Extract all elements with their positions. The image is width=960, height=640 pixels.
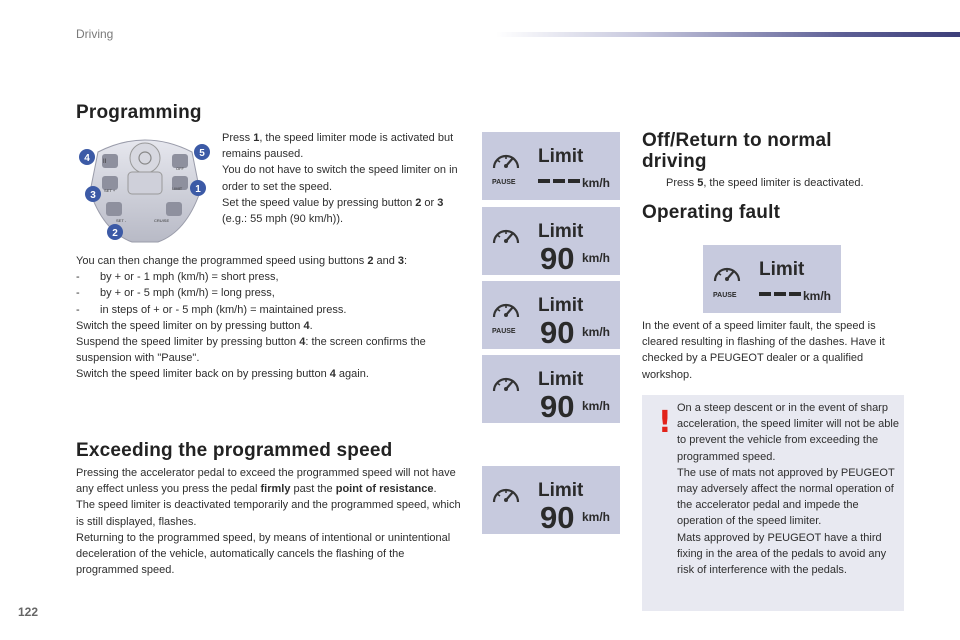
callout-5 bbox=[194, 144, 210, 160]
speed-unit: km/h bbox=[582, 399, 611, 413]
speed-unit: km/h bbox=[582, 325, 611, 339]
programming-detail-0: You can then change the programmed speed using buttons 2 and 3: bbox=[76, 255, 408, 267]
svg-text:5: 5 bbox=[199, 148, 205, 159]
programming-steps bbox=[222, 130, 462, 227]
speed-unit: km/h bbox=[803, 289, 832, 303]
limit-word: Limit bbox=[759, 259, 805, 280]
fault-text: In the event of a speed limiter fault, the speed is cleared resulting in flashing of the dashes. Have it checked by a PEUGEOT dealer or a qualified workshop. bbox=[642, 320, 885, 381]
speedometer-icon bbox=[715, 268, 739, 281]
display-panel-1 bbox=[482, 132, 620, 200]
programming-detail-4: Switch the speed limiter on by pressing button 4. bbox=[76, 319, 313, 332]
steering-wheel-diagram bbox=[76, 132, 214, 246]
limit-word: Limit bbox=[538, 369, 584, 390]
exceeding-paragraph-1: The speed limiter is deactivated temporarily and the programmed speed, which is still displayed, flashes. bbox=[76, 499, 461, 528]
svg-text:1: 1 bbox=[195, 184, 201, 195]
programming-detail-5: Suspend the speed limiter by pressing button 4: the screen confirms the suspension with "Pause". bbox=[76, 336, 426, 365]
header-bar bbox=[496, 32, 960, 37]
speedometer-icon bbox=[494, 155, 518, 168]
limit-word: Limit bbox=[538, 295, 584, 316]
page-number: 122 bbox=[18, 605, 39, 619]
cruise-label: CRUISE bbox=[154, 218, 170, 223]
speed-value: 90 bbox=[540, 241, 575, 275]
pause-label: PAUSE bbox=[713, 292, 737, 299]
speed-unit: km/h bbox=[582, 251, 611, 265]
programming-title: Programming bbox=[76, 102, 202, 123]
warning-paragraph-0: On a steep descent or in the event of sharp acceleration, the speed limiter will not be able to prevent the vehicle from exceeding the programmed speed. bbox=[677, 402, 899, 463]
speed-unit: km/h bbox=[582, 510, 611, 524]
speedometer-icon bbox=[494, 230, 518, 243]
callout-3 bbox=[85, 186, 101, 202]
limit-word: Limit bbox=[538, 480, 584, 501]
warning-box bbox=[642, 395, 904, 611]
pause-symbol-label: II bbox=[103, 159, 107, 165]
warning-icon: ! bbox=[658, 405, 672, 440]
speed-unit: km/h bbox=[582, 176, 611, 190]
warning-paragraph-1: The use of mats not approved by PEUGEOT may adversely affect the normal operation of the accelerator pedal and impede the operation of the speed limiter. bbox=[677, 466, 895, 528]
callout-1 bbox=[190, 180, 206, 196]
programming-detail-6: Switch the speed limiter back on by pressing button 4 again. bbox=[76, 368, 369, 381]
exceeding-title: Exceeding the programmed speed bbox=[76, 440, 393, 461]
speed-value: 90 bbox=[540, 315, 575, 349]
display-panel-fault bbox=[703, 245, 841, 313]
callout-4 bbox=[79, 149, 95, 165]
programming-step-2: Set the speed value by pressing button 2 or 3 (e.g.: 55 mph (90 km/h)). bbox=[222, 196, 444, 226]
programming-detail-2: - by + or - 5 mph (km/h) = long press, bbox=[76, 287, 275, 300]
off-label: OFF bbox=[176, 166, 184, 171]
fault-title: Operating fault bbox=[642, 202, 781, 223]
callout-2 bbox=[107, 224, 123, 240]
svg-text:4: 4 bbox=[84, 153, 90, 164]
cleared-speed-dashes bbox=[759, 292, 801, 296]
off-return-step bbox=[642, 175, 904, 191]
speedometer-icon bbox=[494, 378, 518, 391]
warning-paragraph-2: Mats approved by PEUGEOT have a third fixing in the area of the pedals to avoid any risk of interference with the pedals. bbox=[677, 531, 887, 577]
cleared-speed-dashes bbox=[538, 179, 580, 183]
programming-detail-3: - in steps of + or - 5 mph (km/h) = maintained press. bbox=[76, 303, 347, 316]
svg-text:3: 3 bbox=[90, 190, 96, 201]
exceeding-text bbox=[76, 465, 468, 578]
off-return-step-line: Press 5, the speed limiter is deactivated. bbox=[666, 177, 864, 189]
speedometer-icon bbox=[494, 304, 518, 317]
set-minus-label: SET - bbox=[116, 218, 127, 223]
speed-value: 90 bbox=[540, 389, 575, 423]
display-panel-3 bbox=[482, 281, 620, 349]
pause-label: PAUSE bbox=[492, 179, 516, 186]
limit-word: Limit bbox=[538, 146, 584, 167]
programming-step-0: Press 1, the speed limiter mode is activated but remains paused. bbox=[222, 132, 454, 161]
speedometer-icon bbox=[494, 489, 518, 502]
limit-label: LIMIT bbox=[172, 186, 183, 191]
exceeding-paragraph-2: Returning to the programmed speed, by means of intentional or unintentional deceleration of the vehicle, automatically cancels the flashing of the programmed speed. bbox=[76, 531, 451, 577]
limit-word: Limit bbox=[538, 221, 584, 242]
set-plus-label: SET + bbox=[104, 188, 116, 193]
programming-detail-1: - by + or - 1 mph (km/h) = short press, bbox=[76, 271, 279, 284]
pause-label: PAUSE bbox=[492, 328, 516, 335]
display-panel-5 bbox=[482, 466, 620, 534]
svg-text:2: 2 bbox=[112, 228, 118, 239]
speed-value: 90 bbox=[540, 500, 575, 534]
display-panel-4 bbox=[482, 355, 620, 423]
programming-step-1: You do not have to switch the speed limiter on in order to set the speed. bbox=[222, 164, 458, 193]
section-label: Driving bbox=[76, 27, 114, 41]
warning-text bbox=[677, 400, 902, 578]
exceeding-paragraph-0: Pressing the accelerator pedal to exceed the programmed speed will not have any effect unless you press the pedal firmly past the point of resistance. bbox=[76, 467, 456, 496]
off-return-title: Off/Return to normal driving bbox=[642, 130, 832, 172]
display-panel-2 bbox=[482, 207, 620, 275]
programming-details bbox=[76, 253, 466, 383]
